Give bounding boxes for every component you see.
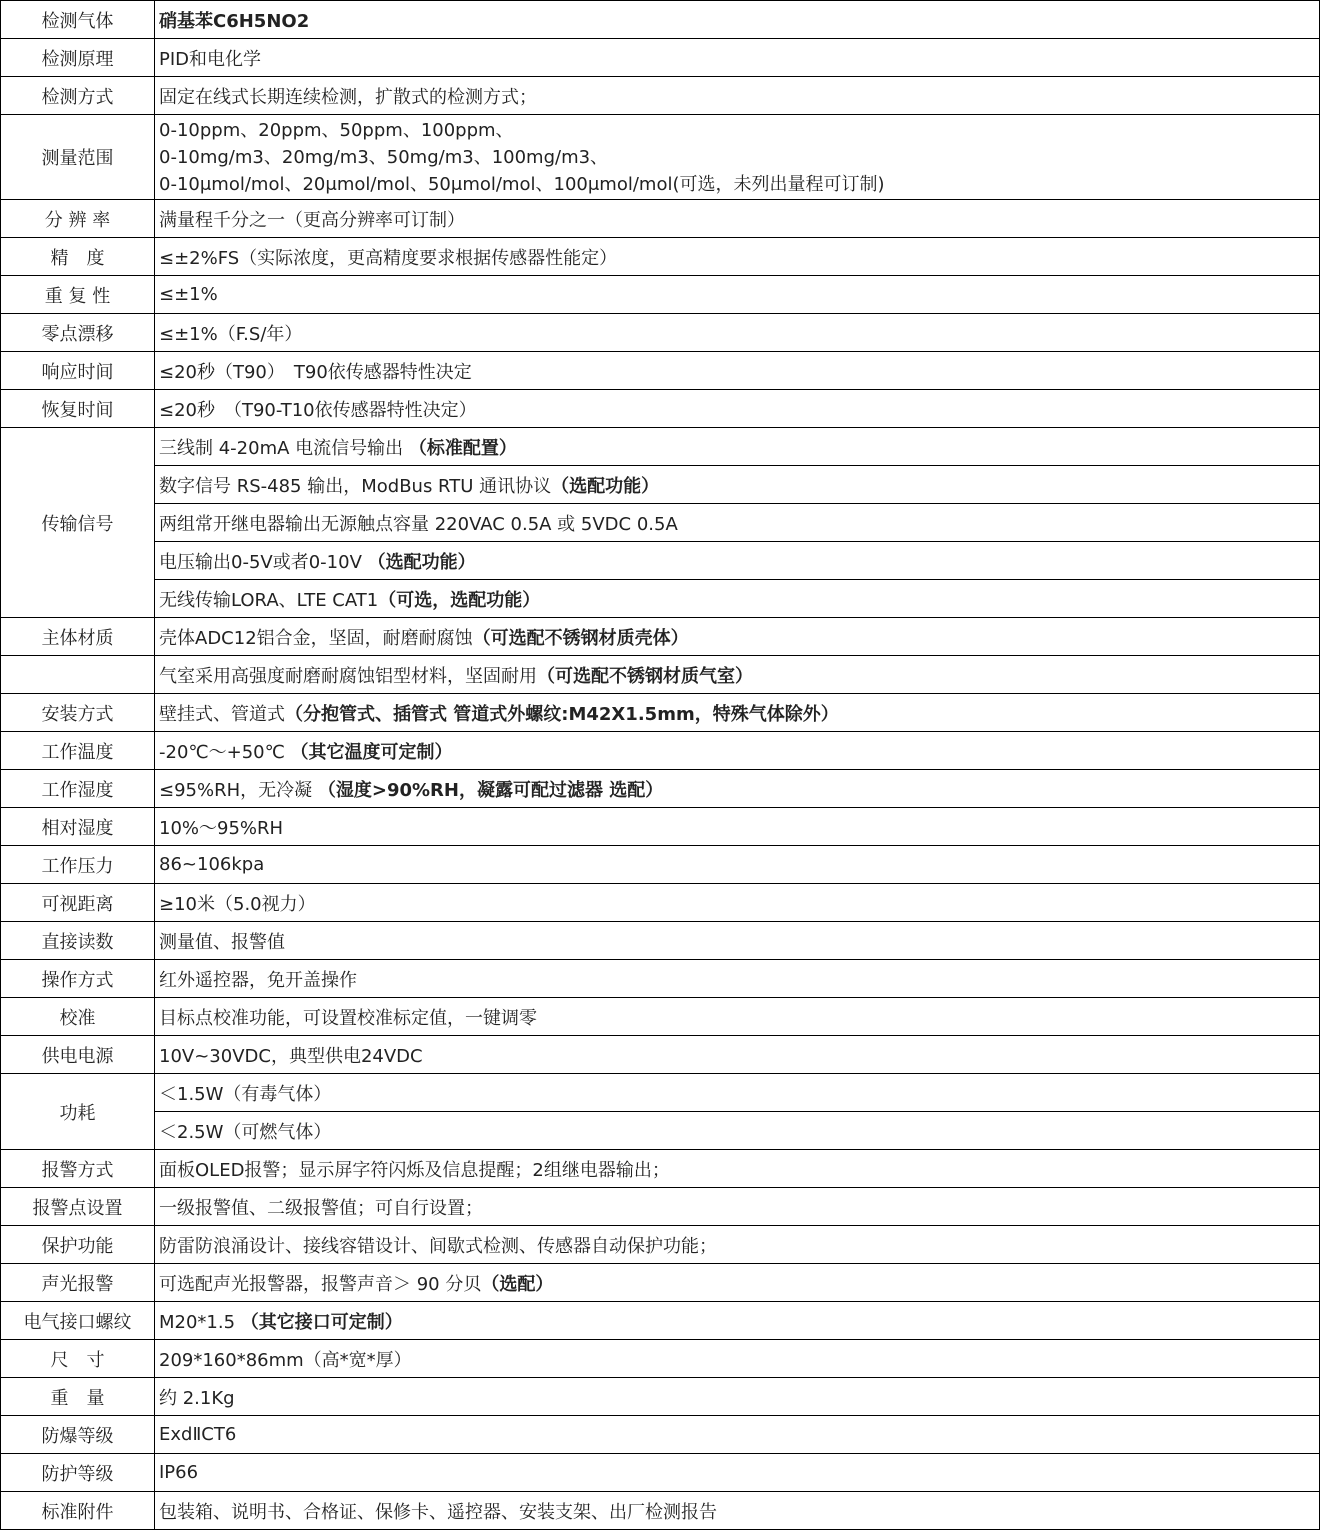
spec-row xyxy=(1,1074,1320,1112)
spec-value xyxy=(155,580,1320,618)
spec-value xyxy=(155,1112,1320,1150)
spec-value-text: 0-10μmol/mol、20μmol/mol、50μmol/mol、100μmol/mol(可选，未列出量程可订制) xyxy=(159,173,885,195)
spec-row xyxy=(1,1112,1320,1150)
spec-label: 报警点设置 xyxy=(1,1188,155,1226)
spec-value xyxy=(155,504,1320,542)
spec-label: 尺 寸 xyxy=(1,1340,155,1378)
spec-row xyxy=(1,39,1320,77)
spec-value-text: 可选配声光报警器，报警声音＞ 90 分贝 xyxy=(159,1273,482,1295)
spec-label: 功耗 xyxy=(1,1074,155,1150)
spec-label: 工作压力 xyxy=(1,846,155,884)
spec-label: 校准 xyxy=(1,998,155,1036)
spec-value xyxy=(155,884,1320,922)
spec-value-text: 红外遥控器，免开盖操作 xyxy=(159,969,357,991)
spec-value-text: 测量值、报警值 xyxy=(159,931,285,953)
spec-row xyxy=(1,428,1320,466)
spec-label: 声光报警 xyxy=(1,1264,155,1302)
spec-value xyxy=(155,115,1320,200)
spec-value-text: 86~106kpa xyxy=(159,854,265,875)
spec-value-note: （标准配置） xyxy=(408,437,517,459)
spec-value xyxy=(155,352,1320,390)
spec-value-text: 约 2.1Kg xyxy=(159,1387,235,1409)
spec-row xyxy=(1,1416,1320,1454)
spec-value-text: 目标点校准功能，可设置校准标定值，一键调零 xyxy=(159,1007,537,1029)
spec-value-text: 气室采用高强度耐磨耐腐蚀铝型材料，坚固耐用 xyxy=(159,665,537,687)
spec-value-text: ≤±1% xyxy=(159,284,218,305)
spec-value xyxy=(155,770,1320,808)
spec-value-text: ＜1.5W（有毒气体） xyxy=(159,1083,332,1105)
spec-label: 操作方式 xyxy=(1,960,155,998)
spec-value-text: -20℃～+50℃ xyxy=(159,741,291,763)
spec-label: 分 辨 率 xyxy=(1,200,155,238)
spec-value-note: （选配功能） xyxy=(551,475,660,497)
spec-value xyxy=(155,618,1320,656)
spec-value xyxy=(155,1264,1320,1302)
spec-table-body xyxy=(1,1,1320,1530)
spec-value xyxy=(155,1302,1320,1340)
spec-value-note: （其它温度可定制） xyxy=(290,741,453,763)
spec-row xyxy=(1,1264,1320,1302)
spec-row xyxy=(1,770,1320,808)
spec-value xyxy=(155,998,1320,1036)
spec-value-text: 壁挂式、管道式 xyxy=(159,703,285,725)
spec-row xyxy=(1,542,1320,580)
spec-row xyxy=(1,1150,1320,1188)
spec-value-note: （可选配不锈钢材质壳体） xyxy=(472,627,689,649)
spec-value-text: ExdⅡCT6 xyxy=(159,1424,237,1445)
spec-row xyxy=(1,656,1320,694)
spec-value-text: 0-10ppm、20ppm、50ppm、100ppm、 xyxy=(159,119,514,141)
spec-label: 精 度 xyxy=(1,238,155,276)
spec-row xyxy=(1,1302,1320,1340)
spec-label: 标准附件 xyxy=(1,1492,155,1530)
spec-value xyxy=(155,542,1320,580)
spec-value-text: 防雷防浪涌设计、接线容错设计、间歇式检测、传感器自动保护功能； xyxy=(159,1235,717,1257)
spec-value xyxy=(155,314,1320,352)
spec-value-text: 数字信号 RS-485 输出，ModBus RTU 通讯协议 xyxy=(159,475,552,497)
spec-label: 测量范围 xyxy=(1,115,155,200)
spec-value-text: 209*160*86mm（高*宽*厚） xyxy=(159,1349,412,1371)
spec-value xyxy=(155,1074,1320,1112)
spec-value-text: 面板OLED报警；显示屏字符闪烁及信息提醒；2组继电器输出； xyxy=(159,1159,670,1181)
spec-value-text: 包装箱、说明书、合格证、保修卡、遥控器、安装支架、出厂检测报告 xyxy=(159,1501,717,1523)
spec-value-note: （选配功能） xyxy=(367,551,476,573)
spec-value xyxy=(155,656,1320,694)
spec-label: 主体材质 xyxy=(1,618,155,656)
spec-value-text: 一级报警值、二级报警值；可自行设置； xyxy=(159,1197,483,1219)
spec-label: 重 复 性 xyxy=(1,276,155,314)
spec-label: 重 量 xyxy=(1,1378,155,1416)
spec-value xyxy=(155,428,1320,466)
spec-label: 电气接口螺纹 xyxy=(1,1302,155,1340)
spec-row xyxy=(1,1340,1320,1378)
spec-value xyxy=(155,1454,1320,1492)
spec-value xyxy=(155,1416,1320,1454)
spec-value-text: ≤95%RH，无冷凝 xyxy=(159,779,318,801)
spec-label xyxy=(1,656,155,694)
spec-row xyxy=(1,1188,1320,1226)
spec-value-note: （分抱管式、插管式 管道式外螺纹:M42X1.5mm，特殊气体除外） xyxy=(285,703,839,725)
spec-value xyxy=(155,732,1320,770)
spec-value-text: 10%～95%RH xyxy=(159,817,284,839)
spec-value-text: ≤20秒 （T90-T10依传感器特性决定） xyxy=(159,399,477,421)
spec-row xyxy=(1,352,1320,390)
spec-value-text: 10V~30VDC，典型供电24VDC xyxy=(159,1045,423,1067)
spec-row xyxy=(1,1378,1320,1416)
spec-value xyxy=(155,960,1320,998)
spec-row xyxy=(1,238,1320,276)
spec-value-text: 三线制 4-20mA 电流信号输出 xyxy=(159,437,409,459)
spec-row xyxy=(1,884,1320,922)
spec-row xyxy=(1,846,1320,884)
spec-row xyxy=(1,200,1320,238)
spec-value xyxy=(155,466,1320,504)
spec-label: 直接读数 xyxy=(1,922,155,960)
spec-value xyxy=(155,922,1320,960)
spec-label: 响应时间 xyxy=(1,352,155,390)
spec-value xyxy=(155,390,1320,428)
spec-label: 工作湿度 xyxy=(1,770,155,808)
spec-row xyxy=(1,1036,1320,1074)
spec-row xyxy=(1,694,1320,732)
spec-label: 工作温度 xyxy=(1,732,155,770)
spec-value-text: ≥10米（5.0视力） xyxy=(159,893,316,915)
spec-label: 报警方式 xyxy=(1,1150,155,1188)
spec-value xyxy=(155,238,1320,276)
spec-value-text: ≤±1%（F.S/年） xyxy=(159,323,303,345)
spec-label: 恢复时间 xyxy=(1,390,155,428)
spec-value-text: PID和电化学 xyxy=(159,48,262,70)
spec-value-text: 0-10mg/m3、20mg/m3、50mg/m3、100mg/m3、 xyxy=(159,146,609,168)
spec-label: 防爆等级 xyxy=(1,1416,155,1454)
spec-value-text: ＜2.5W（可燃气体） xyxy=(159,1121,332,1143)
spec-value xyxy=(155,39,1320,77)
spec-value-text: 无线传输LORA、LTE CAT1 xyxy=(159,589,379,611)
spec-row xyxy=(1,314,1320,352)
spec-value-text: ≤±2%FS（实际浓度，更高精度要求根据传感器性能定） xyxy=(159,247,618,269)
spec-value-note: （可选配不锈钢材质气室） xyxy=(537,665,753,687)
spec-value xyxy=(155,200,1320,238)
spec-value xyxy=(155,1,1320,39)
spec-value xyxy=(155,77,1320,115)
spec-value xyxy=(155,1378,1320,1416)
spec-row xyxy=(1,390,1320,428)
spec-label: 零点漂移 xyxy=(1,314,155,352)
spec-row xyxy=(1,580,1320,618)
spec-value-note: （可选，选配功能） xyxy=(378,589,541,611)
spec-value-note: （其它接口可定制） xyxy=(240,1311,403,1333)
spec-row xyxy=(1,115,1320,200)
spec-value-text: 满量程千分之一（更高分辨率可订制） xyxy=(159,209,465,231)
spec-row xyxy=(1,77,1320,115)
spec-value xyxy=(155,1492,1320,1530)
spec-row xyxy=(1,808,1320,846)
spec-row xyxy=(1,1454,1320,1492)
spec-label: 可视距离 xyxy=(1,884,155,922)
spec-value-text: 固定在线式长期连续检测，扩散式的检测方式； xyxy=(159,86,537,108)
spec-row xyxy=(1,1492,1320,1530)
spec-value-text: ≤20秒（T90） T90依传感器特性决定 xyxy=(159,361,472,383)
spec-row xyxy=(1,922,1320,960)
spec-label: 传输信号 xyxy=(1,428,155,618)
spec-value xyxy=(155,1150,1320,1188)
spec-row xyxy=(1,276,1320,314)
spec-row xyxy=(1,998,1320,1036)
spec-row xyxy=(1,1,1320,39)
spec-value xyxy=(155,1188,1320,1226)
spec-value xyxy=(155,276,1320,314)
spec-row xyxy=(1,618,1320,656)
spec-label: 防护等级 xyxy=(1,1454,155,1492)
spec-row xyxy=(1,960,1320,998)
spec-value-text: 两组常开继电器输出无源触点容量 220VAC 0.5A 或 5VDC 0.5A xyxy=(159,513,678,535)
spec-label: 检测原理 xyxy=(1,39,155,77)
spec-value xyxy=(155,1340,1320,1378)
spec-value xyxy=(155,846,1320,884)
spec-value-text: 壳体ADC12铝合金，坚固，耐磨耐腐蚀 xyxy=(159,627,473,649)
spec-value-text: 电压输出0-5V或者0-10V xyxy=(159,551,368,573)
spec-row xyxy=(1,1226,1320,1264)
spec-label: 检测气体 xyxy=(1,1,155,39)
spec-value-note: （湿度>90%RH，凝露可配过滤器 选配） xyxy=(317,779,664,801)
spec-label: 安装方式 xyxy=(1,694,155,732)
spec-value-note: （选配） xyxy=(481,1273,554,1295)
spec-label: 保护功能 xyxy=(1,1226,155,1264)
spec-value-note: 硝基苯C6H5NO2 xyxy=(159,10,310,32)
spec-value xyxy=(155,1036,1320,1074)
spec-label: 检测方式 xyxy=(1,77,155,115)
spec-row xyxy=(1,504,1320,542)
spec-value xyxy=(155,694,1320,732)
spec-value xyxy=(155,1226,1320,1264)
spec-label: 相对湿度 xyxy=(1,808,155,846)
spec-label: 供电电源 xyxy=(1,1036,155,1074)
spec-value-text: IP66 xyxy=(159,1462,199,1483)
spec-row xyxy=(1,466,1320,504)
spec-value xyxy=(155,808,1320,846)
spec-value-text: M20*1.5 xyxy=(159,1311,241,1333)
spec-row xyxy=(1,732,1320,770)
